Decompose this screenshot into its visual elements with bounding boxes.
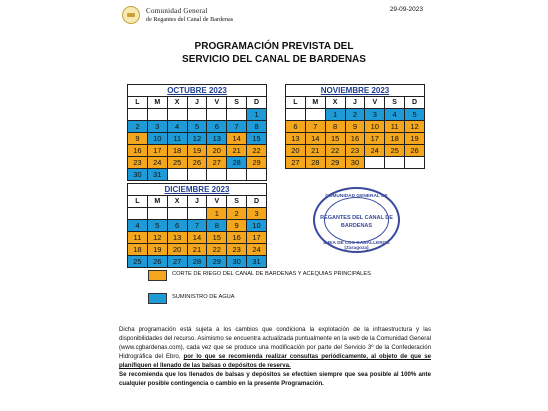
calendar-day: 8 [247,121,267,133]
calendar-day: 9 [227,220,247,232]
weekday-header: J [345,97,365,109]
weekday-header: J [187,97,207,109]
footer-paragraph [119,325,431,370]
calendar-day: 16 [128,145,148,157]
calendar-day [405,157,425,169]
calendar-day: 4 [167,121,187,133]
calendar-day: 4 [385,109,405,121]
weekday-header: D [247,196,267,208]
weekday-header: M [147,196,167,208]
calendar-day: 6 [286,121,306,133]
calendar-day: 3 [365,109,385,121]
calendar-day: 26 [405,145,425,157]
calendar-day: 3 [147,121,167,133]
page-title-line2: SERVICIO DEL CANAL DE BARDENAS [182,54,366,65]
calendar-day: 19 [147,244,167,256]
calendar-day: 17 [147,145,167,157]
calendar-day: 1 [247,109,267,121]
calendar-day: 25 [128,256,148,268]
calendar-day: 30 [345,157,365,169]
stamp-ring-bottom: EJEA DE LOS CABALLEROS (Zaragoza) [323,241,390,251]
weekday-header: L [128,97,148,109]
calendar-december [127,183,267,268]
weekday-header: D [247,97,267,109]
calendar-day: 16 [227,232,247,244]
calendar-day: 10 [247,220,267,232]
calendar-day: 8 [325,121,345,133]
calendar-day: 26 [147,256,167,268]
weekday-header: S [227,97,247,109]
footer-recommendation: Se recomienda que los llenados de balsas y depósitos se efectúen siempre que sea posible al 100% ante cualquier posible contingencia o cambio en la presente Programación. [119,371,431,388]
calendar-day: 4 [128,220,148,232]
calendar-day: 28 [187,256,207,268]
calendar-day: 18 [128,244,148,256]
weekday-header: X [325,97,345,109]
calendar-day: 15 [247,133,267,145]
calendar-day: 11 [128,232,148,244]
calendar-day: 23 [345,145,365,157]
weekday-header: V [207,97,227,109]
official-stamp [313,187,400,253]
calendar-day: 28 [227,157,247,169]
weekday-header: D [405,97,425,109]
calendar-day: 17 [365,133,385,145]
calendar-day: 16 [345,133,365,145]
org-name-line1: Comunidad General [146,7,208,15]
calendar-day: 19 [187,145,207,157]
calendar-day: 24 [247,244,267,256]
stamp-center-line2: BARDENAS [340,223,373,229]
calendar-day: 7 [187,220,207,232]
calendar-day [187,208,207,220]
calendar-day: 15 [207,232,227,244]
weekday-header: X [167,97,187,109]
calendar-day: 19 [405,133,425,145]
stamp-ring-top: COMUNIDAD GENERAL DE [325,194,388,199]
calendar-day: 29 [325,157,345,169]
calendar-day: 22 [207,244,227,256]
calendar-day: 5 [405,109,425,121]
calendar-day: 12 [187,133,207,145]
weekday-header: L [286,97,306,109]
calendar-day: 30 [227,256,247,268]
legend-label-corte: CORTE DE RIEGO DEL CANAL DE BARDENAS Y ACEQUIAS PRINCIPALES [172,271,371,277]
calendar-day: 18 [167,145,187,157]
calendar-day: 3 [247,208,267,220]
calendar-day [147,208,167,220]
calendar-day: 13 [207,133,227,145]
calendar-day [227,169,247,181]
calendar-day: 24 [147,157,167,169]
calendar-day: 21 [187,244,207,256]
calendar-november [285,84,425,169]
org-name-line2: de Regantes del Canal de Bardenas [146,16,234,23]
calendar-day [167,208,187,220]
calendar-day: 17 [247,232,267,244]
calendar-day: 18 [385,133,405,145]
weekday-header: X [167,196,187,208]
calendar-day: 31 [247,256,267,268]
calendar-day: 24 [365,145,385,157]
calendar-day: 10 [147,133,167,145]
calendar-day: 14 [305,133,325,145]
weekday-header: S [227,196,247,208]
calendar-day: 13 [167,232,187,244]
legend-swatch-corte [148,270,167,281]
calendar-day: 1 [325,109,345,121]
calendar-day: 20 [286,145,306,157]
weekday-header: M [147,97,167,109]
weekday-header: S [385,97,405,109]
calendar-day [187,169,207,181]
calendar-caption: OCTUBRE 2023 [128,85,267,97]
footer-text-recommendation: por lo que se recomienda realizar consultas periódicamente, al objeto de que se planifiquen el llenado de las balsas o depósitos de reserva. [119,353,432,370]
legend-swatch-suministro [148,293,167,304]
calendar-day [385,157,405,169]
calendar-day: 22 [325,145,345,157]
calendar-day: 11 [167,133,187,145]
calendar-day: 2 [128,121,148,133]
calendar-day: 31 [147,169,167,181]
footer-text-main: Dicha programación está sujeta a los cambios que condiciona la explotación de la infraestructura y las disponibilidades del recurso. Asimismo se encuentra actualizada puntualmente en la web de la Comunidad General (www.cgbardenas.com), cada vez que se produce una modificación por parte del Servicio 3º de la Confederación Hidrográfica del Ebro, [119,326,431,361]
organization-logo [122,6,140,24]
calendar-day [147,109,167,121]
calendar-day: 13 [286,133,306,145]
calendar-day [247,169,267,181]
weekday-header: J [187,196,207,208]
calendar-day [128,208,148,220]
calendar-day [128,109,148,121]
calendar-day: 22 [247,145,267,157]
calendar-day: 10 [365,121,385,133]
calendar-day: 23 [227,244,247,256]
calendar-day: 15 [325,133,345,145]
calendar-day: 12 [147,232,167,244]
calendar-day: 27 [207,157,227,169]
calendar-day: 6 [167,220,187,232]
calendar-day [167,109,187,121]
calendar-day: 14 [227,133,247,145]
page-title-line1: PROGRAMACIÓN PREVISTA DEL [194,41,354,52]
calendar-day: 7 [227,121,247,133]
calendar-day: 1 [207,208,227,220]
calendar-day: 25 [385,145,405,157]
weekday-header: V [207,196,227,208]
calendar-day: 9 [345,121,365,133]
calendar-day: 20 [207,145,227,157]
calendar-day [227,109,247,121]
calendar-day [207,169,227,181]
document-date: 29-09-2023 [389,6,423,13]
calendar-day: 5 [187,121,207,133]
legend-label-suministro: SUMINISTRO DE AGUA [172,294,235,300]
calendar-day [167,169,187,181]
calendar-caption: DICIEMBRE 2023 [128,184,267,196]
calendar-day: 27 [286,157,306,169]
calendar-day: 14 [187,232,207,244]
calendar-day: 21 [227,145,247,157]
calendar-day: 11 [385,121,405,133]
calendar-day: 6 [207,121,227,133]
calendar-day: 27 [167,256,187,268]
weekday-header: L [128,196,148,208]
calendar-day: 29 [207,256,227,268]
calendar-day [187,109,207,121]
calendar-day: 25 [167,157,187,169]
calendar-day: 23 [128,157,148,169]
calendar-day: 28 [305,157,325,169]
calendar-day: 20 [167,244,187,256]
calendar-day [207,109,227,121]
calendar-day: 21 [305,145,325,157]
calendar-day: 8 [207,220,227,232]
calendar-october [127,84,267,181]
calendar-day: 9 [128,133,148,145]
calendar-day: 12 [405,121,425,133]
calendar-day: 30 [128,169,148,181]
calendar-day: 2 [227,208,247,220]
weekday-header: M [305,97,325,109]
stamp-center-line1: REGANTES DEL CANAL DE [320,215,393,221]
calendar-day [286,109,306,121]
calendar-day: 26 [187,157,207,169]
calendar-caption: NOVIEMBRE 2023 [286,85,425,97]
weekday-header: V [365,97,385,109]
calendar-day [365,157,385,169]
calendar-day: 5 [147,220,167,232]
calendar-day [305,109,325,121]
calendar-day: 29 [247,157,267,169]
calendar-day: 7 [305,121,325,133]
calendar-day: 2 [345,109,365,121]
